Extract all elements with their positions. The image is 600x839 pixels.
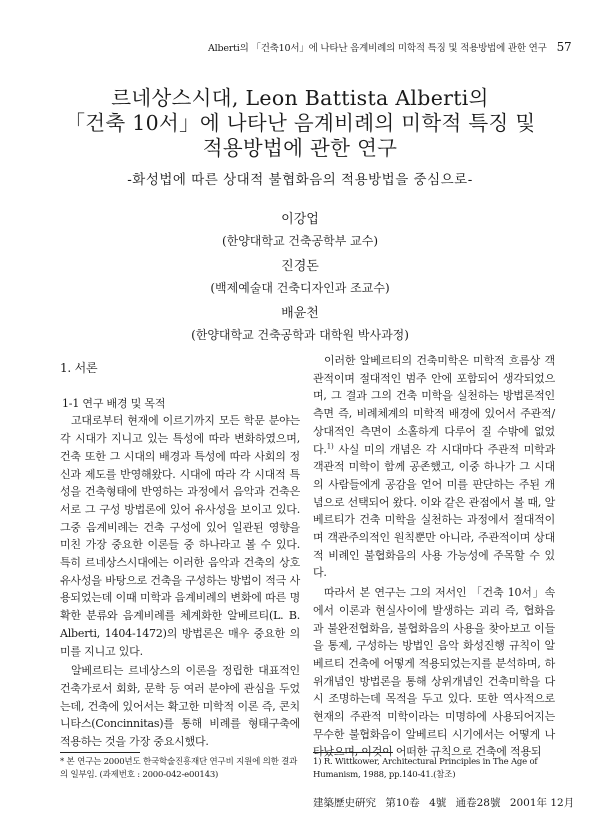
body-text: 이러한 알베르티의 건축미학은 미학적 흐름상 객관적이며 절대적인 범주 안에 포함되어 생각되었으며, 그 결과 그의 건축 미학을 실천하는 방법론적인 측면 즉, 비례체계의 미학적 배경에 있어서 주관적/상대적인 측면이 소홀하게 다루어 질 수밖에 없었다. bbox=[313, 354, 555, 456]
journal-name: 建築歷史硏究 bbox=[313, 797, 376, 809]
body-paragraph bbox=[313, 352, 555, 582]
author-affiliation: (한양대학교 건축공학과 대학원 박사과정) bbox=[191, 328, 409, 342]
body-text: 사실 미의 개념은 각 시대마다 주관적 미학과 객관적 미학이 함께 공존했고, 이중 하나가 그 시대의 사람들에게 공감을 얻어 미를 판단하는 주된 개념으로 선택되어 왔다. 이와 같은 관점에서 볼 때, 알베르티가 건축 미학을 실천하는 과정에서 절대적이며 객관주의적인 원칙뿐만 아니라, 주관적이며 상대적 비례인 불협화음의 사용 가능성에 주목할 수 있다. bbox=[313, 442, 555, 580]
author-2 bbox=[0, 255, 600, 296]
paper-title bbox=[0, 86, 600, 161]
title-line-1: 르네상스시대, Leon Battista Alberti의 bbox=[111, 86, 489, 110]
left-column bbox=[60, 360, 300, 751]
section-heading: 1. 서론 bbox=[60, 361, 98, 375]
author-name: 배윤천 bbox=[281, 306, 319, 321]
author-name: 진경돈 bbox=[281, 259, 319, 274]
title-line-2: 「건축 10서」에 나타난 음계비례의 미학적 특징 및 bbox=[64, 111, 536, 135]
author-3 bbox=[0, 302, 600, 343]
journal-volume: 第10卷 bbox=[385, 797, 420, 809]
footnote-reference: 1) R. Wittkower, Architectural Principles in The Age of Humanism, 1988, pp.140-41.(참조) bbox=[313, 757, 538, 780]
author-1 bbox=[0, 208, 600, 249]
right-column bbox=[313, 352, 555, 761]
footnote-funding: * 본 연구는 2000년도 한국학술진흥재단 연구비 지원에 의한 결과의 일부임. (과제번호 : 2000-042-e00143) bbox=[60, 757, 298, 780]
footnote-divider bbox=[313, 752, 393, 753]
journal-issue: 4號 bbox=[429, 797, 447, 809]
footnote-marker: 1) bbox=[326, 441, 334, 450]
body-paragraph: 알베르티는 르네상스의 이론을 정립한 대표적인 건축가로서 회화, 문학 등 여러 분야에 관심을 두었는데, 건축에 있어서는 확고한 미학적 이론 즉, 콘치니타스(Concinnitas)를 통해 비례를 형태구축에 적용하는 것을 가장 중요시했다. bbox=[60, 664, 300, 749]
title-block bbox=[0, 86, 600, 188]
body-paragraph: 따라서 본 연구는 그의 저서인 「건축 10서」속에서 이론과 현실사이에 발생하는 괴리 즉, 협화음과 불완전협화음, 불협화음의 사용을 찾아보고 이들을 통제, 구성하는 방법인 음악 화성진행 규칙이 알베르티 건축에 어떻게 적용되었는지를 분석하며, 하위개념인 방법론을 통해 상위개념인 건축미학을 다시 조명하는데 목적을 두고 있다. 또한 역사적으로 현재의 주관적 미학이라는 미명하에 사용되어지는 무수한 불협화음이 알베르티 시기에서는 어떻게 나타났으며, 이것이 어떠한 규칙으로 건축에 적용되 bbox=[313, 586, 555, 759]
author-affiliation: (백제예술대 건축디자인과 조교수) bbox=[210, 281, 390, 295]
author-list bbox=[0, 208, 600, 349]
running-head-text: Alberti의 「건축10서」에 나타난 음계비례의 미학적 특징 및 적용방법에 관한 연구 bbox=[208, 43, 547, 54]
journal-serial: 通卷28號 bbox=[455, 797, 501, 809]
running-head bbox=[208, 40, 572, 54]
footnote-divider bbox=[60, 752, 140, 753]
author-name: 이강업 bbox=[281, 212, 319, 227]
subsection-heading: 1-1 연구 배경 및 목적 bbox=[62, 396, 166, 410]
journal-footer bbox=[313, 795, 575, 810]
journal-date: 2001年 12月 bbox=[509, 797, 575, 809]
body-paragraph: 고대로부터 현재에 이르기까지 모든 학문 분야는 각 시대가 지니고 있는 특성에 따라 변화하였으며, 건축 또한 그 시대의 배경과 특성에 따라 사회의 정신과 제도를 반영해왔다. 시대에 따라 각 시대적 특성을 건축형태에 반영하는 과정에서 음악과 건축은 서로 그 구성 방법론에 있어 유사성을 보이고 있다. 그중 음계비례는 건축 구성에 있어 일관된 영향을 미친 가장 중요한 이론들 중 하나라고 볼 수 있다. 특히 르네상스시대에는 이러한 음악과 건축의 상호 유사성을 바탕으로 건축을 구성하는 방법이 적극 사용되었는데 이때 미학과 음계비례의 변화에 따른 명확한 분류와 음계비례를 체계화한 알베르티(L. B. Alberti, 1404-1472)의 방법론은 매우 중요한 의미를 지니고 있다. bbox=[60, 414, 300, 658]
paper-subtitle: -화성법에 따른 상대적 불협화음의 적용방법을 중심으로- bbox=[127, 172, 473, 188]
title-line-3: 적용방법에 관한 연구 bbox=[202, 136, 398, 160]
page-number: 57 bbox=[556, 40, 572, 54]
author-affiliation: (한양대학교 건축공학부 교수) bbox=[221, 234, 379, 248]
